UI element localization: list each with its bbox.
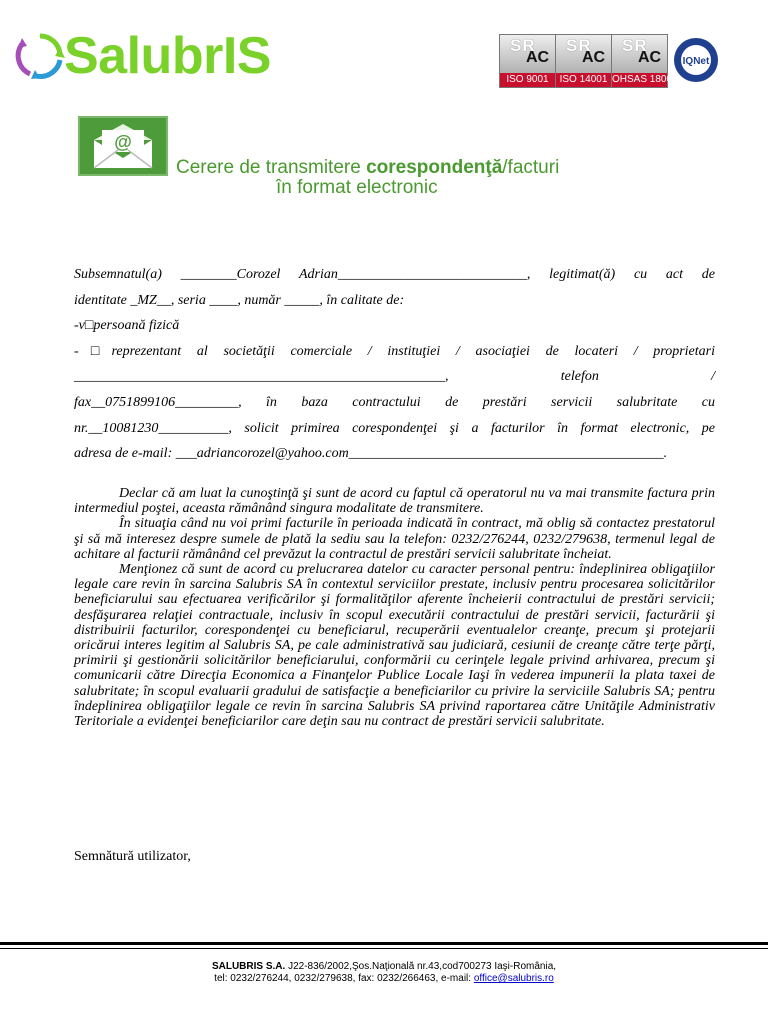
cert-badge-iso9001 [499,34,556,88]
title-line-2: în format electronic [276,177,438,198]
cert-ac: AC [638,49,662,66]
declaration-paragraph-1: Declar că am luat la cunoştinţă şi sunt de acord cu faptul că operatorul nu va mai transmite factura prin intermediul poştei, aceasta rămânând singura modalitate de transmitere. [74,486,715,517]
footer-divider-thin [0,948,768,949]
cert-ac: AC [582,49,606,66]
cert-sr: SR [622,36,648,55]
cert-ac: AC [526,49,550,66]
svg-text:@: @ [114,132,132,152]
signature-label: Semnătură utilizator, [74,849,191,864]
cert-label: ISO 9001 [500,73,555,87]
form-line-id: identitate _MZ__, seria ____, număr _____, în calitate de: [74,292,405,308]
footer-line-1 [0,961,768,973]
title-bold-word: corespondenţă [366,157,503,178]
form-line-blank-phone: _____________________________________________________, telefon / [74,369,715,385]
company-logo [14,26,314,86]
footer-address: J22-836/2002,Şos.Naţională nr.43,cod700273 Iaşi-România, [285,961,557,972]
footer-divider-thick [0,942,768,945]
form-line-natural-person: -v□persoană fizică [74,318,180,334]
logo-wordmark: SalubrIS [64,27,271,85]
cert-label: ISO 14001 [556,73,611,87]
form-line-fax: fax__0751899106_________, în baza contractului de prestări servicii salubritate cu [74,394,715,410]
form-line-name: Subsemnatul(a) ________Corozel Adrian___________________________, legitimat(ă) cu act de [74,267,715,282]
declaration-paragraph-3: Menţionez că sunt de acord cu prelucrarea datelor cu caracter personal pentru: îndeplinirea obligaţiilor legale care revin în sarcina Salubris SA în contextul serviciilor prestate, inclusiv pentru procesarea solicitărilor beneficiarului sau efectuarea verificărilor şi formalităţilor aferente încheierii contractului de prestări servicii; desfăşurarea relaţiei contractuale, inclusiv în scopul executării contractului de prestări servicii, facturării şi distribuirii facturilor, corespondenţei cu beneficiarul, recuperării eventualelor creanţe, precum şi protejarii oricărui interes legitim al Salubris SA, pe cale administrativă sau judiciară, cesiunii de creanţe către terţe părţi, primirii şi gestionării solicitărilor beneficiarului, conformării cu cerinţele legale privind arhivarea, precum şi comunicarii către Direcţia Economica a Finanţelor Publice Locale Iaşi în vederea impunerii la plata taxei de salubritate; în scopul evaluarii gradului de satisfacţie a beneficiarilor cu privire la serviciile Salubris SA; pentru îndeplinirea obligaţiilor legale ce revin în sarcina Salubris SA privind raportarea către Unităţile Administrativ Teritoriale a evidenţei beneficiarilor care deţin sau nu contract de prestări servicii salubritate. [74,562,715,730]
cert-badge-iso14001 [555,34,612,88]
cert-label: OHSAS 18001 [612,74,678,85]
certification-badges [499,34,727,86]
page-title [176,158,736,198]
title-text: Cerere de transmitere [176,157,367,178]
recycle-swirl-icon [14,32,66,80]
footer [0,961,768,985]
form-line-email: adresa de e-mail: ___adriancorozel@yahoo.com_____________________________________________. [74,446,668,462]
svg-text:IQNet: IQNet [682,56,710,67]
email-envelope-icon [78,116,168,176]
footer-company-name: SALUBRIS S.A. [211,961,286,972]
title-text-suffix: /facturi [502,157,560,178]
iqnet-seal-icon [669,36,723,84]
form-line-representative: -□reprezentant al societăţii comerciale / instituţiei / asociaţiei de locateri / proprietari [74,343,715,359]
footer-line-2 [0,973,768,985]
cert-badge-ohsas18001 [611,34,678,88]
declaration-text [74,486,715,729]
request-form-text [74,262,715,467]
form-line-contract: nr.__10081230__________, solicit primirea corespondenţei şi a facturilor în format electronic, pe [74,420,715,436]
footer-email-link[interactable]: office@salubris.ro [473,973,554,984]
footer-contacts: tel: 0232/276244, 0232/279638, fax: 0232/266463, e-mail: [214,973,474,984]
cert-sr: SR [566,36,592,55]
declaration-paragraph-2: În situaţia când nu voi primi facturile în perioada indicată în contract, mă oblig să contactez prestatorul şi să mă interesez despre sumele de plată la sediu sau la telefon: 0232/276244, 0232/279638, termenul legal de achitare al facturii rămânând cel prevăzut la contractul de prestări servicii salubritate încheiat. [74,516,715,562]
cert-sr: SR [510,36,536,55]
